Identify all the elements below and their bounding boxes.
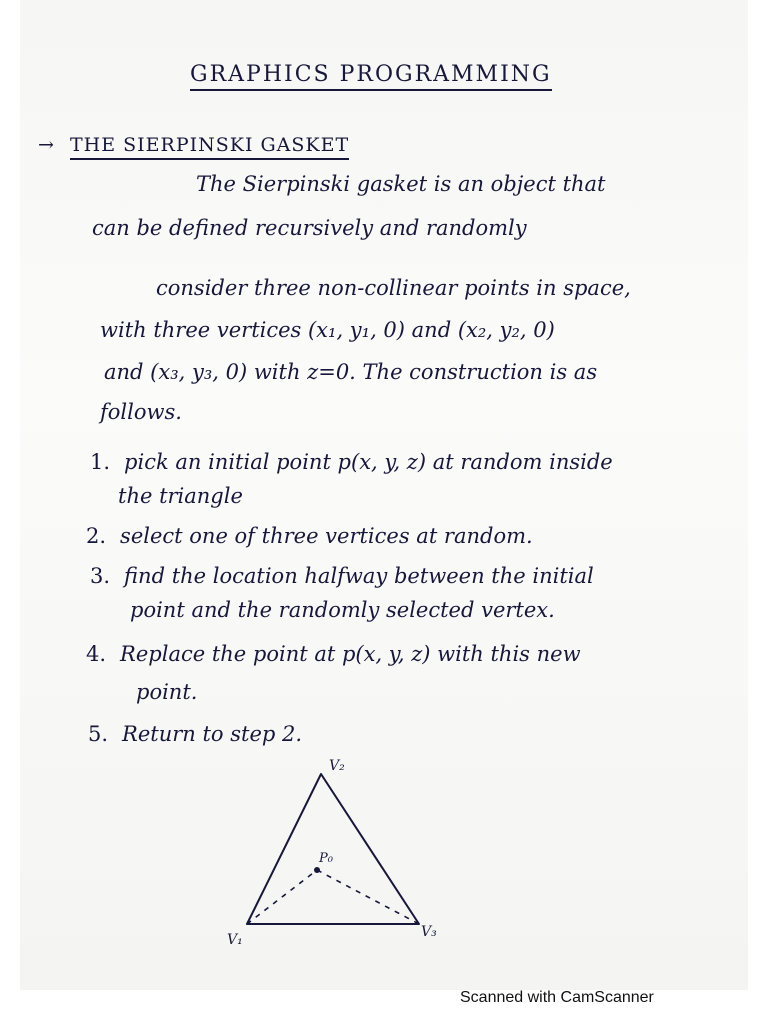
step-text: select one of three vertices at random. xyxy=(120,524,533,548)
paragraph-line-3: and (x₃, y₃, 0) with z=0. The construction is as xyxy=(104,360,598,384)
page-title: GRAPHICS PROGRAMMING xyxy=(190,62,552,91)
step-3 xyxy=(90,564,594,588)
sierpinski-triangle-diagram xyxy=(215,752,455,952)
vertex-label-v2: V₂ xyxy=(329,758,345,774)
paragraph-line-2: with three vertices (x₁, y₁, 0) and (x₂, y₂, 0) xyxy=(100,318,555,342)
step-5 xyxy=(88,722,302,746)
point-label-p0: P₀ xyxy=(319,851,333,866)
step-1-continuation: the triangle xyxy=(118,484,243,508)
step-text: pick an initial point p(x, y, z) at random inside xyxy=(124,450,613,474)
step-number: 5. xyxy=(88,722,109,746)
scanner-watermark: Scanned with CamScanner xyxy=(460,989,654,1006)
step-1 xyxy=(90,450,613,474)
step-number: 1. xyxy=(90,450,111,474)
step-number: 4. xyxy=(86,642,107,666)
intro-line-1: The Sierpinski gasket is an object that xyxy=(196,172,606,196)
section-heading-row xyxy=(38,134,349,156)
step-number: 3. xyxy=(90,564,111,588)
step-3-continuation: point and the randomly selected vertex. xyxy=(130,598,555,622)
vertex-label-v3: V₃ xyxy=(421,924,437,940)
vertex-label-v1: V₁ xyxy=(227,932,243,948)
arrow-icon: → xyxy=(38,134,55,156)
step-4 xyxy=(86,642,581,666)
step-number: 2. xyxy=(86,524,107,548)
step-4-continuation: point. xyxy=(136,680,198,704)
section-heading: THE SIERPINSKI GASKET xyxy=(70,134,349,160)
triangle-outline xyxy=(247,774,419,924)
dashed-line-p0-v3 xyxy=(317,870,419,924)
step-text: Replace the point at p(x, y, z) with this new xyxy=(120,642,581,666)
paragraph-line-4: follows. xyxy=(100,400,182,424)
step-text: Return to step 2. xyxy=(122,722,303,746)
step-text: find the location halfway between the initial xyxy=(124,564,594,588)
step-2 xyxy=(86,524,533,548)
paragraph-line-1: consider three non-collinear points in space, xyxy=(156,276,631,300)
intro-line-2: can be defined recursively and randomly xyxy=(92,216,527,240)
point-p0 xyxy=(314,867,320,873)
dashed-line-v1-p0 xyxy=(247,870,317,924)
